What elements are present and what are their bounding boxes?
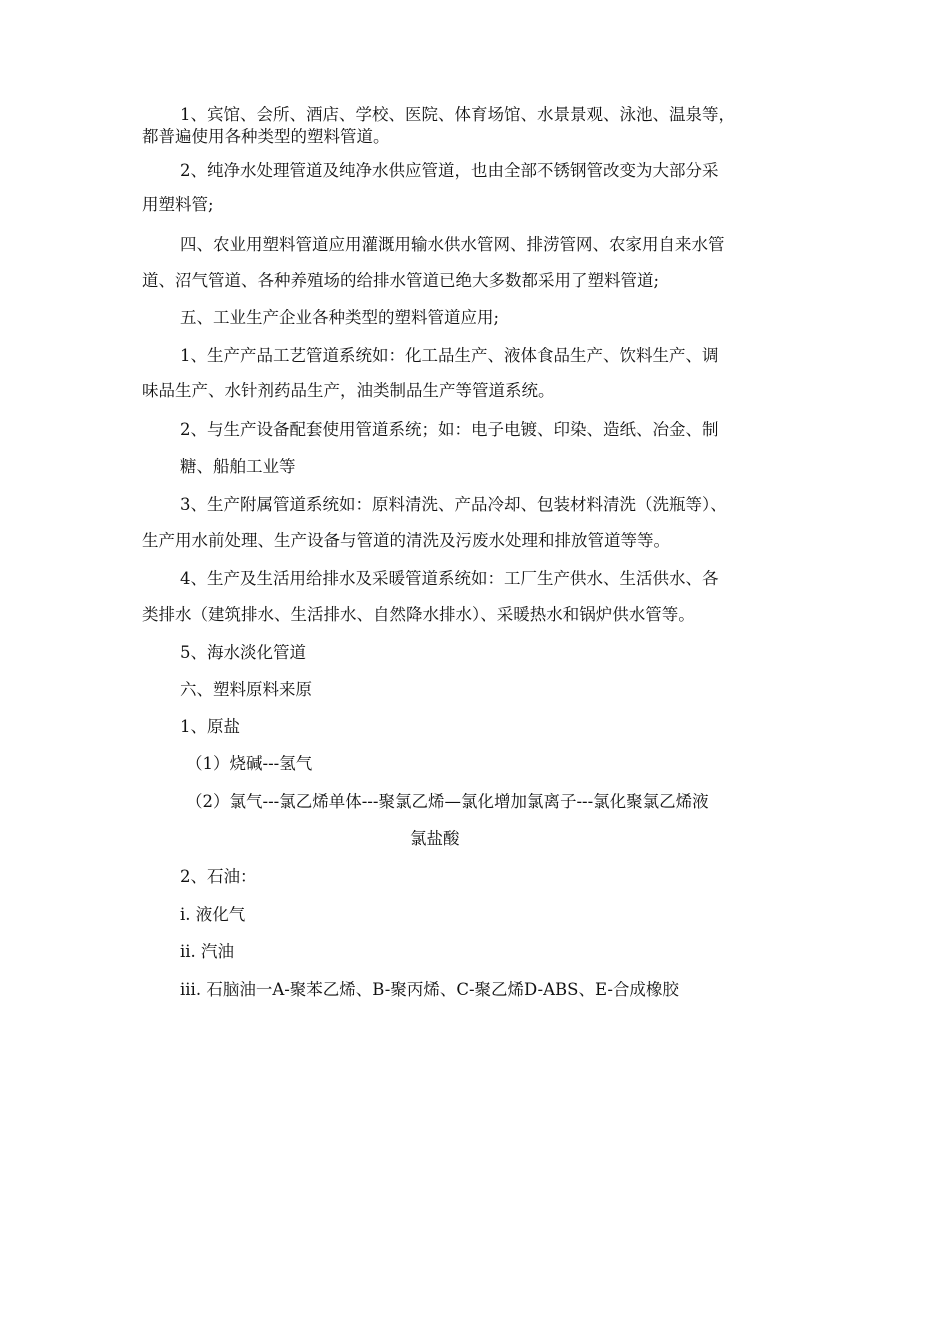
paragraph-line: 都普遍使用各种类型的塑料管道。 <box>142 127 390 146</box>
list-item-continuation: 氯盐酸 <box>410 829 460 848</box>
list-item: ii. 汽油 <box>180 942 235 961</box>
section-heading: 六、塑料原料来原 <box>180 680 312 699</box>
paragraph-line: 2、与生产设备配套使用管道系统；如：电子电镀、印染、造纸、冶金、制 <box>180 420 719 439</box>
paragraph-line: 1、宾馆、会所、酒店、学校、医院、体育场馆、水景景观、泳池、温泉等， <box>180 105 735 124</box>
paragraph-line: 道、沼气管道、各种养殖场的给排水管道已绝大多数都采用了塑料管道; <box>142 271 660 290</box>
paragraph-line: 类排水（建筑排水、生活排水、自然降水排水）、采暖热水和锅炉供水管等。 <box>142 605 695 624</box>
list-item: 2、石油： <box>180 867 257 886</box>
list-item: （1）烧碱---氢气 <box>186 754 313 773</box>
paragraph-line: 四、农业用塑料管道应用灌溉用输水供水管网、排涝管网、农家用自来水管 <box>180 235 725 254</box>
section-heading: 五、工业生产企业各种类型的塑料管道应用; <box>180 308 500 327</box>
list-item: i. 液化气 <box>180 905 246 924</box>
list-item: 1、原盐 <box>180 717 240 736</box>
paragraph-line: 4、生产及生活用给排水及采暖管道系统如：工厂生产供水、生活供水、各 <box>180 569 719 588</box>
paragraph-line: 用塑料管; <box>142 195 214 214</box>
paragraph-line: 生产用水前处理、生产设备与管道的清洗及污废水处理和排放管道等等。 <box>142 531 670 550</box>
list-item: （2）氯气---氯乙烯单体---聚氯乙烯—氯化增加氯离子---氯化聚氯乙烯液 <box>186 792 709 811</box>
paragraph-line: 糖、船舶工业等 <box>180 457 296 476</box>
list-item: iii. 石脑油一A-聚苯乙烯、B-聚丙烯、C-聚乙烯D-ABS、E-合成橡胶 <box>180 980 679 999</box>
paragraph-line: 味品生产、水针剂药品生产，油类制品生产等管道系统。 <box>142 381 555 400</box>
paragraph-line: 3、生产附属管道系统如：原料清洗、产品冷却、包装材料清洗（洗瓶等）、 <box>180 495 727 514</box>
paragraph-line: 1、生产产品工艺管道系统如：化工品生产、液体食品生产、饮料生产、调 <box>180 346 719 365</box>
paragraph-line: 2、纯净水处理管道及纯净水供应管道，也由全部不锈钢管改变为大部分采 <box>180 161 719 180</box>
list-item: 5、海水淡化管道 <box>180 643 306 662</box>
